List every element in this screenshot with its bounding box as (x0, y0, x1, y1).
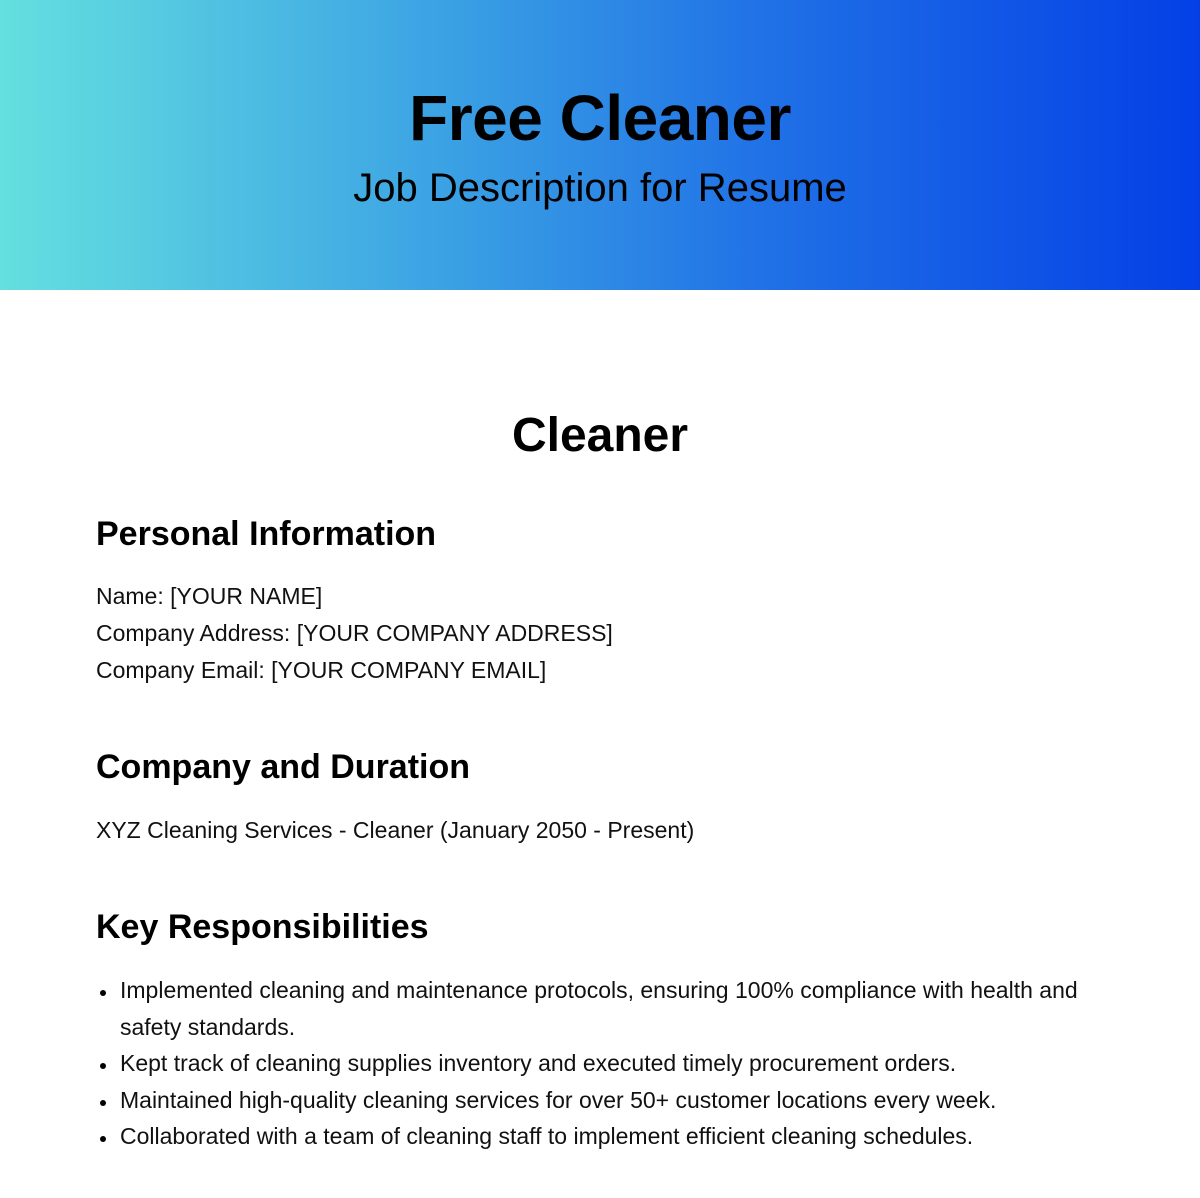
bullet-icon (100, 1136, 106, 1142)
responsibilities-list (96, 972, 1096, 1155)
list-item (96, 972, 1096, 1045)
header-banner (0, 0, 1200, 290)
personal-info-name: Name: [YOUR NAME] (96, 583, 323, 609)
list-item (96, 1082, 1096, 1119)
list-item-text: Implemented cleaning and maintenance protocols, ensuring 100% compliance with health and safety standards. (120, 977, 1078, 1040)
key-responsibilities-heading: Key Responsibilities (96, 908, 429, 946)
banner-title: Free Cleaner (409, 82, 791, 154)
list-item-text: Maintained high-quality cleaning services for over 50+ customer locations every week. (120, 1086, 997, 1113)
personal-info-company-address: Company Address: [YOUR COMPANY ADDRESS] (96, 620, 613, 646)
company-duration-heading: Company and Duration (96, 748, 471, 786)
personal-info-company-email: Company Email: [YOUR COMPANY EMAIL] (96, 657, 547, 683)
document-title: Cleaner (511, 409, 689, 462)
banner-subtitle: Job Description for Resume (353, 166, 847, 210)
bullet-icon (100, 990, 106, 996)
bullet-icon (100, 1100, 106, 1106)
list-item (96, 1118, 1096, 1155)
personal-information-heading: Personal Information (96, 515, 437, 553)
bullet-icon (100, 1063, 106, 1069)
list-item (96, 1045, 1096, 1082)
list-item-text: Collaborated with a team of cleaning staff to implement efficient cleaning schedules. (120, 1123, 974, 1149)
company-duration-text: XYZ Cleaning Services - Cleaner (January 2050 - Present) (96, 817, 695, 843)
list-item-text: Kept track of cleaning supplies inventory and executed timely procurement orders. (120, 1050, 957, 1076)
